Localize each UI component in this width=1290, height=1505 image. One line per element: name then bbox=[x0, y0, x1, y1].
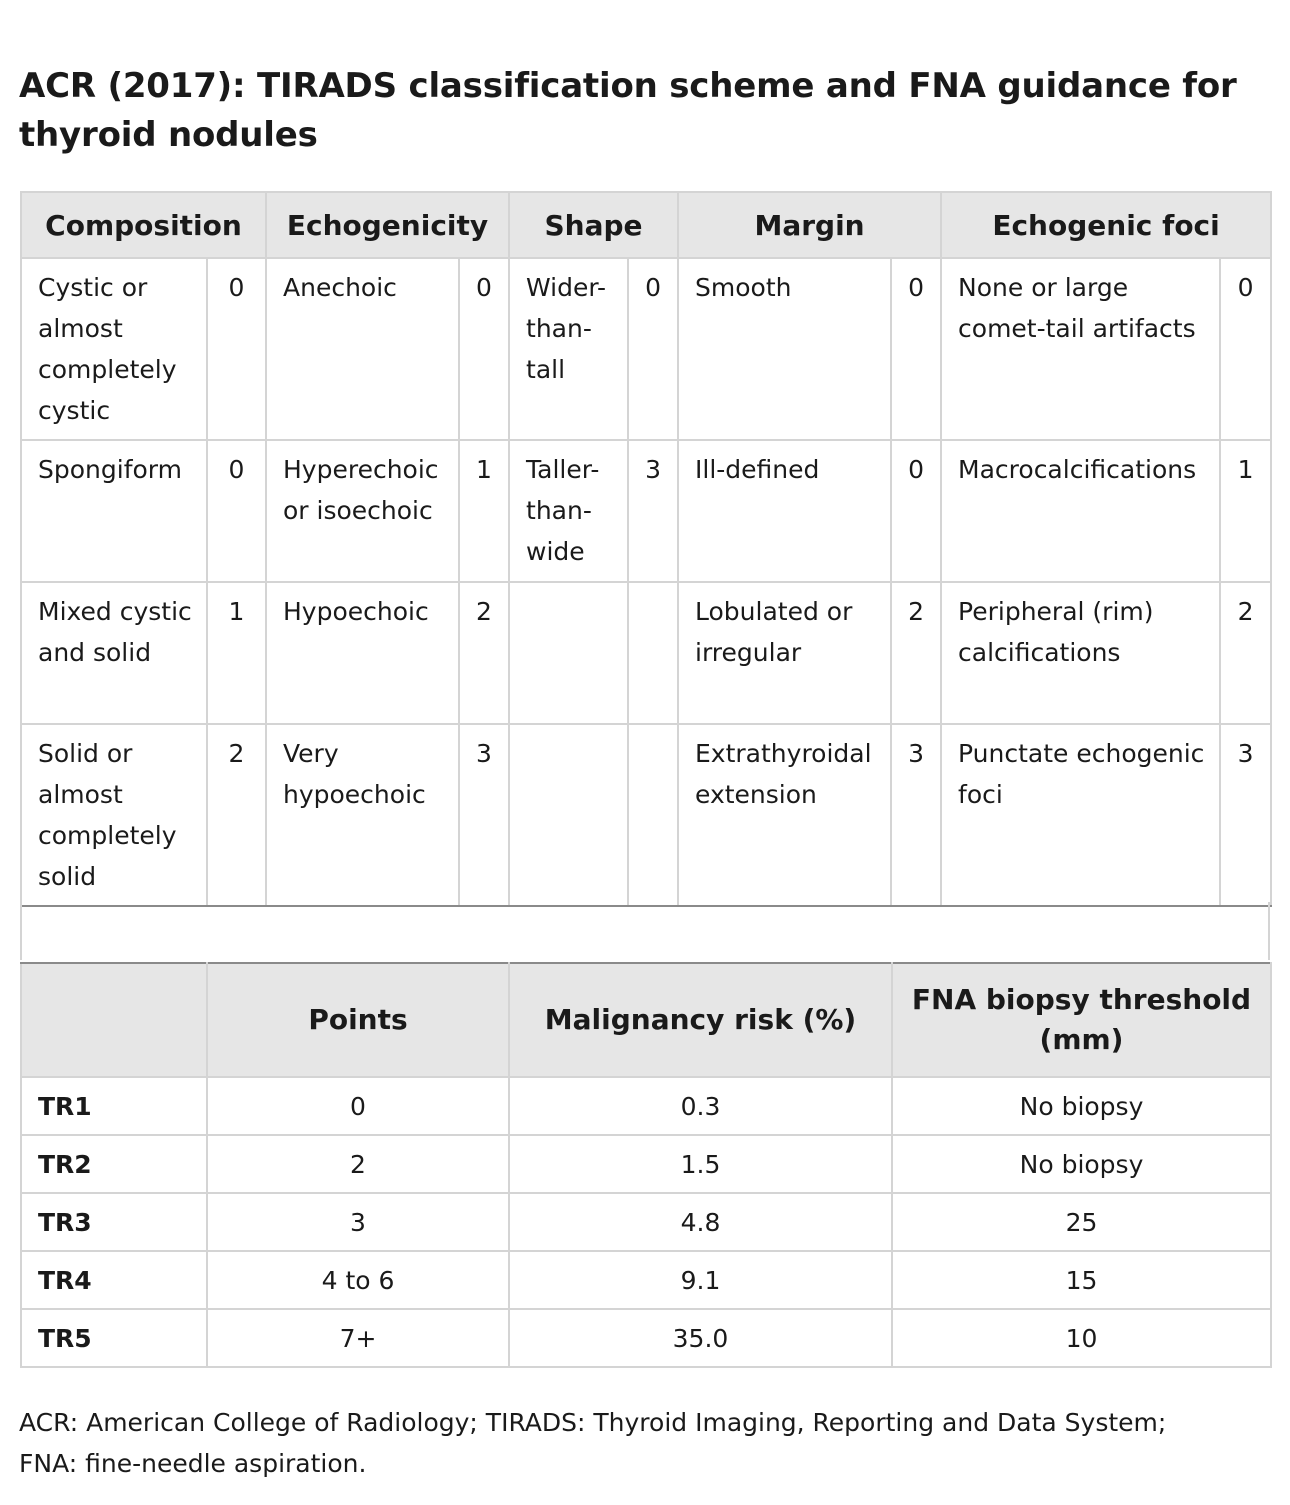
tr-points: 4 to 6 bbox=[207, 1251, 509, 1309]
table-row bbox=[21, 724, 1271, 906]
table-row bbox=[21, 258, 1271, 440]
features-table bbox=[20, 191, 1272, 907]
features-header-row bbox=[21, 192, 1271, 258]
risk-header-row bbox=[21, 963, 1271, 1077]
composition-points: 0 bbox=[207, 440, 266, 582]
tr-fna-threshold: No biopsy bbox=[892, 1077, 1271, 1135]
header-echogenic-foci: Echogenic foci bbox=[941, 192, 1271, 258]
footnote-line-1: ACR: American College of Radiology; TIRADS: Thyroid Imaging, Reporting and Data System; bbox=[19, 1408, 1167, 1437]
table-row bbox=[21, 1077, 1271, 1135]
tr-class: TR3 bbox=[21, 1193, 207, 1251]
header-fna-threshold: FNA biopsy threshold (mm) bbox=[892, 963, 1271, 1077]
tr-malignancy-risk: 9.1 bbox=[509, 1251, 892, 1309]
shape-points bbox=[628, 582, 678, 724]
shape-label: Taller-than-wide bbox=[509, 440, 628, 582]
tr-class: TR5 bbox=[21, 1309, 207, 1367]
tr-points: 0 bbox=[207, 1077, 509, 1135]
echogenic-foci-label: Macrocalcifications bbox=[941, 440, 1220, 582]
header-composition: Composition bbox=[21, 192, 266, 258]
margin-label: Lobulated or irregular bbox=[678, 582, 891, 724]
table-row bbox=[21, 1193, 1271, 1251]
echogenicity-points: 1 bbox=[459, 440, 509, 582]
margin-label: Extrathyroidal extension bbox=[678, 724, 891, 906]
footnote bbox=[19, 1402, 1269, 1484]
table-row bbox=[21, 1309, 1271, 1367]
table-spacer bbox=[20, 902, 1270, 960]
shape-points: 0 bbox=[628, 258, 678, 440]
shape-points: 3 bbox=[628, 440, 678, 582]
risk-table bbox=[20, 962, 1272, 1368]
tr-malignancy-risk: 1.5 bbox=[509, 1135, 892, 1193]
footnote-line-2: FNA: fine-needle aspiration. bbox=[19, 1449, 367, 1478]
echogenic-foci-label: Punctate echogenic foci bbox=[941, 724, 1220, 906]
echogenicity-label: Very hypoechoic bbox=[266, 724, 459, 906]
echogenicity-points: 2 bbox=[459, 582, 509, 724]
header-echogenicity: Echogenicity bbox=[266, 192, 509, 258]
echogenicity-points: 0 bbox=[459, 258, 509, 440]
tr-fna-threshold: No biopsy bbox=[892, 1135, 1271, 1193]
tr-fna-threshold: 15 bbox=[892, 1251, 1271, 1309]
echogenic-foci-label: Peripheral (rim) calcifications bbox=[941, 582, 1220, 724]
header-points: Points bbox=[207, 963, 509, 1077]
tr-class: TR1 bbox=[21, 1077, 207, 1135]
tr-points: 3 bbox=[207, 1193, 509, 1251]
tr-class: TR2 bbox=[21, 1135, 207, 1193]
tr-class: TR4 bbox=[21, 1251, 207, 1309]
tr-points: 7+ bbox=[207, 1309, 509, 1367]
composition-points: 1 bbox=[207, 582, 266, 724]
header-malignancy-risk: Malignancy risk (%) bbox=[509, 963, 892, 1077]
margin-points: 0 bbox=[891, 258, 941, 440]
shape-points bbox=[628, 724, 678, 906]
page-title: ACR (2017): TIRADS classification scheme and FNA guidance for thyroid nodules bbox=[19, 66, 1237, 155]
tr-points: 2 bbox=[207, 1135, 509, 1193]
margin-label: Ill-defined bbox=[678, 440, 891, 582]
composition-label: Cystic or almost completely cystic bbox=[21, 258, 207, 440]
shape-label: Wider-than-tall bbox=[509, 258, 628, 440]
tr-malignancy-risk: 0.3 bbox=[509, 1077, 892, 1135]
table-row bbox=[21, 1135, 1271, 1193]
table-row bbox=[21, 1251, 1271, 1309]
echogenicity-label: Hypoechoic bbox=[266, 582, 459, 724]
echogenicity-label: Anechoic bbox=[266, 258, 459, 440]
table-row bbox=[21, 440, 1271, 582]
tr-malignancy-risk: 35.0 bbox=[509, 1309, 892, 1367]
margin-points: 0 bbox=[891, 440, 941, 582]
margin-points: 3 bbox=[891, 724, 941, 906]
tr-fna-threshold: 25 bbox=[892, 1193, 1271, 1251]
margin-label: Smooth bbox=[678, 258, 891, 440]
echogenicity-label: Hyperechoic or isoechoic bbox=[266, 440, 459, 582]
composition-label: Solid or almost completely solid bbox=[21, 724, 207, 906]
echogenicity-points: 3 bbox=[459, 724, 509, 906]
tr-malignancy-risk: 4.8 bbox=[509, 1193, 892, 1251]
echogenic-foci-points: 0 bbox=[1220, 258, 1271, 440]
composition-points: 2 bbox=[207, 724, 266, 906]
composition-points: 0 bbox=[207, 258, 266, 440]
margin-points: 2 bbox=[891, 582, 941, 724]
header-shape: Shape bbox=[509, 192, 678, 258]
table-row bbox=[21, 582, 1271, 724]
shape-label bbox=[509, 724, 628, 906]
composition-label: Mixed cystic and solid bbox=[21, 582, 207, 724]
header-class bbox=[21, 963, 207, 1077]
shape-label bbox=[509, 582, 628, 724]
echogenic-foci-points: 1 bbox=[1220, 440, 1271, 582]
echogenic-foci-points: 3 bbox=[1220, 724, 1271, 906]
echogenic-foci-label: None or large comet-tail artifacts bbox=[941, 258, 1220, 440]
echogenic-foci-points: 2 bbox=[1220, 582, 1271, 724]
tr-fna-threshold: 10 bbox=[892, 1309, 1271, 1367]
header-margin: Margin bbox=[678, 192, 941, 258]
composition-label: Spongiform bbox=[21, 440, 207, 582]
